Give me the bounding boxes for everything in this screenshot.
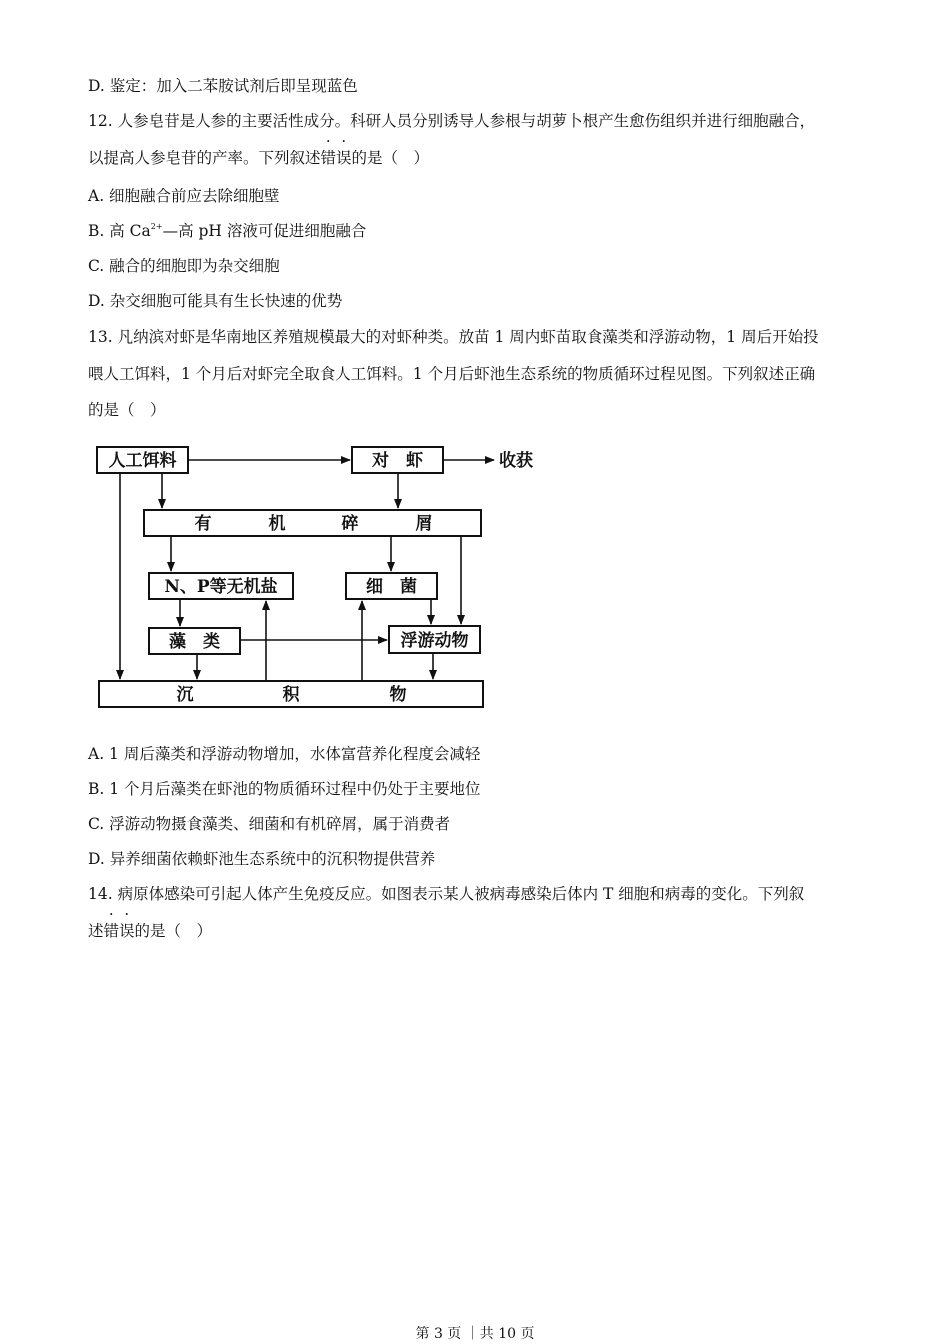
q12-stem-line2: 以提高人参皂苷的产率。下列叙述错误的是（ ） (88, 149, 430, 167)
label-detritus-char: 机 (268, 514, 286, 534)
label-detritus-char: 有 (194, 514, 212, 534)
q12-option-a: A. 细胞融合前应去除细胞壁 (88, 187, 280, 205)
q12-option-b: B. 高 $Ca^{2+}—$高 pH 溶液可促进细胞融合 (88, 222, 367, 240)
q13-stem-line3: 的是（ ） (88, 401, 166, 419)
q13-option-b: B. 1 个月后藻类在虾池的物质循环过程中仍处于主要地位 (88, 780, 481, 798)
q12-option-d: D. 杂交细胞可能具有生长快速的优势 (88, 292, 343, 310)
q13-stem-line2: 喂人工饵料，1 个月后对虾完全取食人工饵料。1 个月后虾池生态系统的物质循环过程见图。下列叙述正确 (88, 365, 816, 383)
label-sediment-char: 积 (282, 685, 300, 705)
label-sediment-char: 沉 (176, 685, 194, 705)
label-artificial-feed: 人工饵料 (108, 451, 177, 471)
q13-stem-line1: 13. 凡纳滨对虾是华南地区养殖规模最大的对虾种类。放苗 1 周内虾苗取食藻类和浮游动物，1 周后开始投 (88, 328, 819, 346)
label-detritus-char: 碎 (341, 514, 359, 534)
label-algae: 藻 类 (169, 632, 220, 652)
q12-option-c: C. 融合的细胞即为杂交细胞 (88, 257, 280, 275)
q13-option-c: C. 浮游动物摄食藻类、细菌和有机碎屑，属于消费者 (88, 815, 451, 833)
label-zooplankton: 浮游动物 (400, 631, 469, 651)
q14-stem-line2: 述错误的是（ ） (88, 922, 213, 940)
q13-option-a: A. 1 周后藻类和浮游动物增加，水体富营养化程度会减轻 (88, 745, 481, 763)
label-detritus-char: 屑 (415, 514, 433, 534)
label-inorganic-salts: N、P等无机盐 (164, 577, 278, 597)
emphasis-char: 误 (119, 922, 135, 940)
emphasis-char: 错 (320, 149, 337, 167)
emphasis-char: 误 (336, 149, 352, 167)
emphasis-char: 错 (103, 922, 120, 940)
q11-option-d: D. 鉴定：加入二苯胺试剂后即呈现蓝色 (88, 77, 358, 95)
label-sediment-char: 物 (389, 685, 407, 705)
label-shrimp: 对 虾 (372, 451, 423, 471)
label-bacteria: 细 菌 (366, 577, 417, 597)
label-harvest: 收获 (499, 451, 533, 471)
page-footer: 第 3 页 ｜共 10 页 (415, 1326, 535, 1342)
q13-option-d: D. 异养细菌依赖虾池生态系统中的沉积物提供营养 (88, 850, 436, 868)
q14-stem-line1: 14. 病原体感染可引起人体产生免疫反应。如图表示某人被病毒感染后体内 T 细胞和病毒的变化。下列叙 (88, 885, 805, 903)
q12-stem-line1: 12. 人参皂苷是人参的主要活性成分。科研人员分别诱导人参根与胡萝卜根产生愈伤组织并进行细胞融合， (88, 112, 816, 130)
